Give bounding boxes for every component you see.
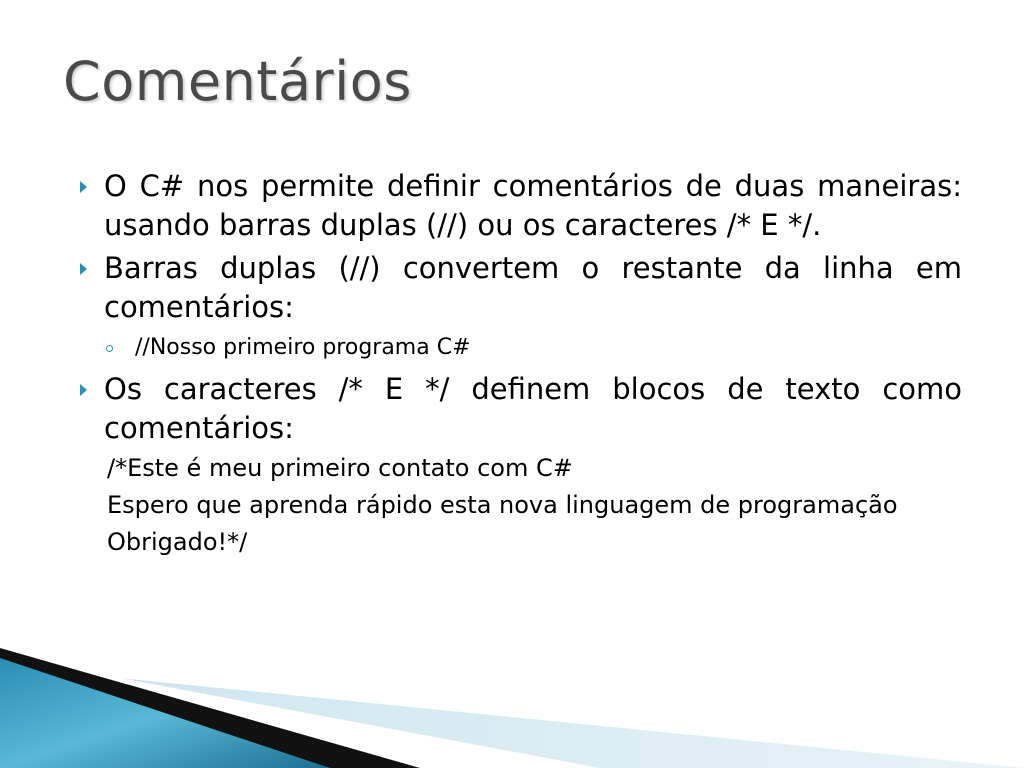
bullet-text: Os caracteres /* E */ definem blocos de texto como comentários: [104,372,962,445]
circle-bullet-icon [106,345,113,352]
comment-block-line: Obrigado!*/ [107,528,248,556]
comment-block-line: /*Este é meu primeiro contato com C# [107,454,573,482]
triangle-bullet-icon [80,263,87,275]
comment-block-line: Espero que aprenda rápido esta nova linguagem de programação [107,491,898,519]
slide-content [80,167,962,559]
triangle-bullet-icon [80,181,87,193]
sub-bullet-item [80,331,962,364]
slide-title: Comentários [63,50,412,113]
sub-bullet-text: //Nosso primeiro programa C# [135,335,471,360]
decorative-footer-graphic [0,638,1024,768]
bullet-text: Barras duplas (//) convertem o restante da linha em comentários: [104,251,962,324]
bullet-item [80,370,962,448]
bullet-text: O C# nos permite definir comentários de duas maneiras: usando barras duplas (//) ou os caracteres /* E */. [104,169,962,242]
triangle-bullet-icon [80,384,87,396]
blue-band-shape [0,658,330,768]
bullet-item [80,249,962,327]
bullet-item [80,167,962,245]
